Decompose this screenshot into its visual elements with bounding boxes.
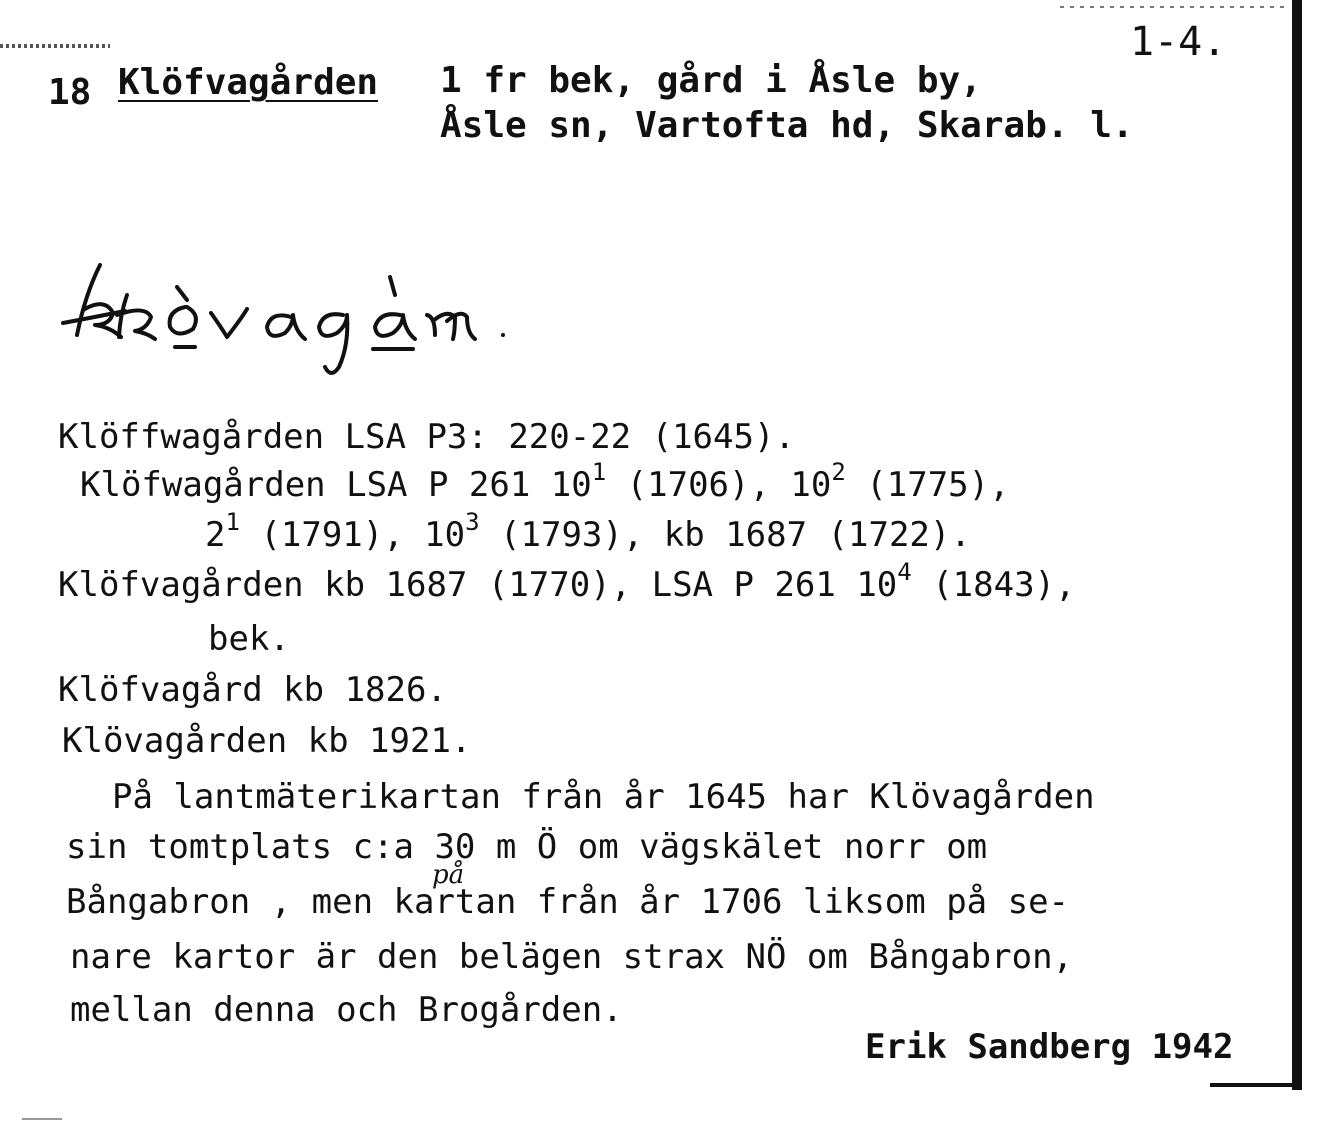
form-line-4: Klöfvagården kb 1687 (1770), LSA P 261 $10^4$ (1843), <box>58 558 1076 605</box>
place-description-line1: 1 fr bek, gård i Åsle by, <box>440 60 982 101</box>
scan-mark <box>22 1118 62 1120</box>
note-line-2: sin tomtplats c:a 30 m Ö om vägskälet norr om <box>66 827 988 867</box>
place-name-heading: Klöfvagården <box>118 62 379 103</box>
note-line-1: På lantmäterikartan från år 1645 har Klövagården <box>112 777 1095 817</box>
scan-edge-marks-top <box>1060 6 1290 8</box>
note-insertion: på <box>432 860 465 890</box>
form-line-2: Klöfwagården LSA P 261 $10^1$ (1706), $10^2$ (1775), <box>80 458 1010 505</box>
card-bottom-border <box>1210 1083 1302 1087</box>
form-line-7: Klövagården kb 1921. <box>62 721 472 761</box>
card-range: 1-4. <box>1130 19 1227 65</box>
handwritten-pronunciation <box>55 255 615 385</box>
signature: Erik Sandberg 1942 <box>865 1027 1234 1067</box>
form-line-5: bek. <box>208 619 290 659</box>
form-line-1: Klöffwagården LSA P3: 220-22 (1645). <box>58 417 795 457</box>
form-line-3: $2^1$ (1791), $10^3$ (1793), kb 1687 (1722). <box>205 508 971 555</box>
note-line-3: Bångabron , men kartan från år 1706 liksom på se- <box>66 882 1070 922</box>
scan-edge-marks <box>0 44 110 48</box>
note-line-5: mellan denna och Brogården. <box>70 990 623 1030</box>
card-right-border <box>1292 0 1302 1090</box>
place-description-line2: Åsle sn, Vartofta hd, Skarab. l. <box>440 105 1134 146</box>
form-line-6: Klöfvagård kb 1826. <box>58 670 447 710</box>
note-line-4: nare kartor är den belägen strax NÖ om Bångabron, <box>70 937 1074 977</box>
card-number: 18 <box>48 72 92 113</box>
